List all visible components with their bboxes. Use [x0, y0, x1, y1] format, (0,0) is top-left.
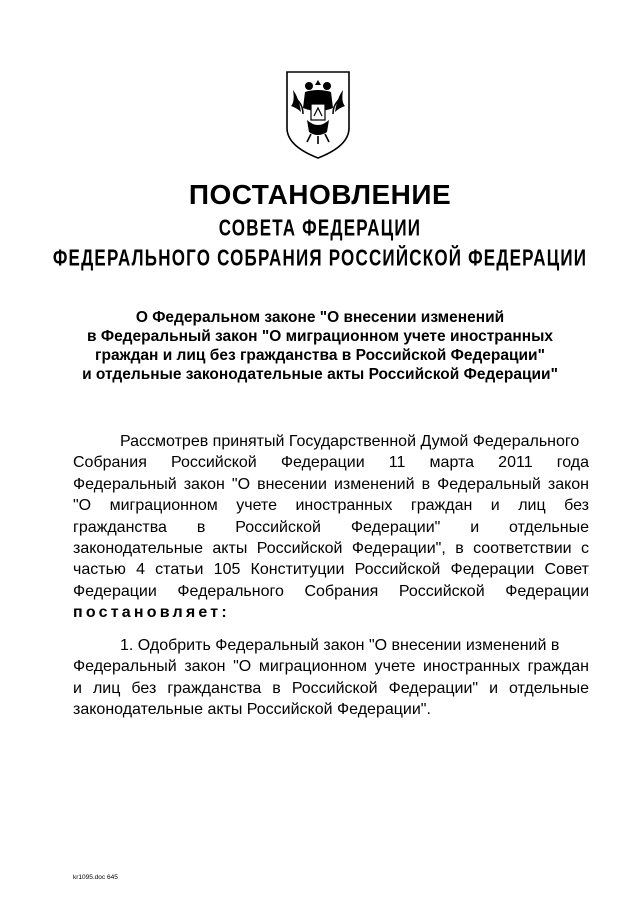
document-title: ПОСТАНОВЛЕНИЕ: [188, 179, 452, 210]
paragraph-line: Федеральный закон "О внесении изменений в Федеральный закон: [73, 475, 589, 493]
resolution-heading: [60, 308, 580, 384]
paragraph-line: частью 4 статьи 105 Конституции Российской Федерации Совет: [73, 561, 589, 579]
paragraph-line: законодательные акты Российской Федерации", в соответствии с: [73, 539, 589, 557]
file-reference: kr1095.doc 645: [73, 874, 118, 881]
heading-line: граждан и лиц без гражданства в Российской Федерации": [95, 347, 545, 364]
paragraph-line: Федеральный закон "О миграционном учете иностранных граждан: [73, 658, 589, 676]
heading-line: и отдельные законодательные акты Российской Федерации": [82, 366, 558, 383]
paragraph-line: гражданства в Российской Федерации" и отдельные: [73, 518, 589, 536]
paragraph-line: и лиц без гражданства в Российской Федерации" и отдельные: [73, 679, 589, 697]
russian-coat-of-arms-icon: [283, 68, 353, 160]
paragraph-line: Собрания Российской Федерации 11 марта 2011 года: [73, 454, 589, 472]
paragraph-line: "О миграционном учете иностранных граждан и лиц без: [73, 497, 589, 515]
decision-paragraph: [73, 635, 589, 721]
heading-line: в Федеральный закон "О миграционном учете иностранных: [87, 328, 553, 345]
preamble-paragraph: [73, 431, 589, 624]
decree-word: постановляет:: [73, 604, 230, 622]
paragraph-line: Рассмотрев принятый Государственной Думой Федерального: [120, 433, 580, 450]
paragraph-line: законодательные акты Российской Федерации".: [73, 701, 431, 719]
heading-line: О Федеральном законе "О внесении изменений: [135, 309, 505, 326]
paragraph-line: 1. Одобрить Федеральный закон "О внесении изменений в: [120, 637, 560, 654]
issuer-line-1: СОВЕТА ФЕДЕРАЦИИ: [218, 215, 422, 241]
paragraph-line: Федерации Федерального Собрания Российской Федерации: [73, 582, 589, 600]
issuer-line-2: ФЕДЕРАЛЬНОГО СОБРАНИЯ РОССИЙСКОЙ ФЕДЕРАЦИИ: [52, 245, 588, 271]
